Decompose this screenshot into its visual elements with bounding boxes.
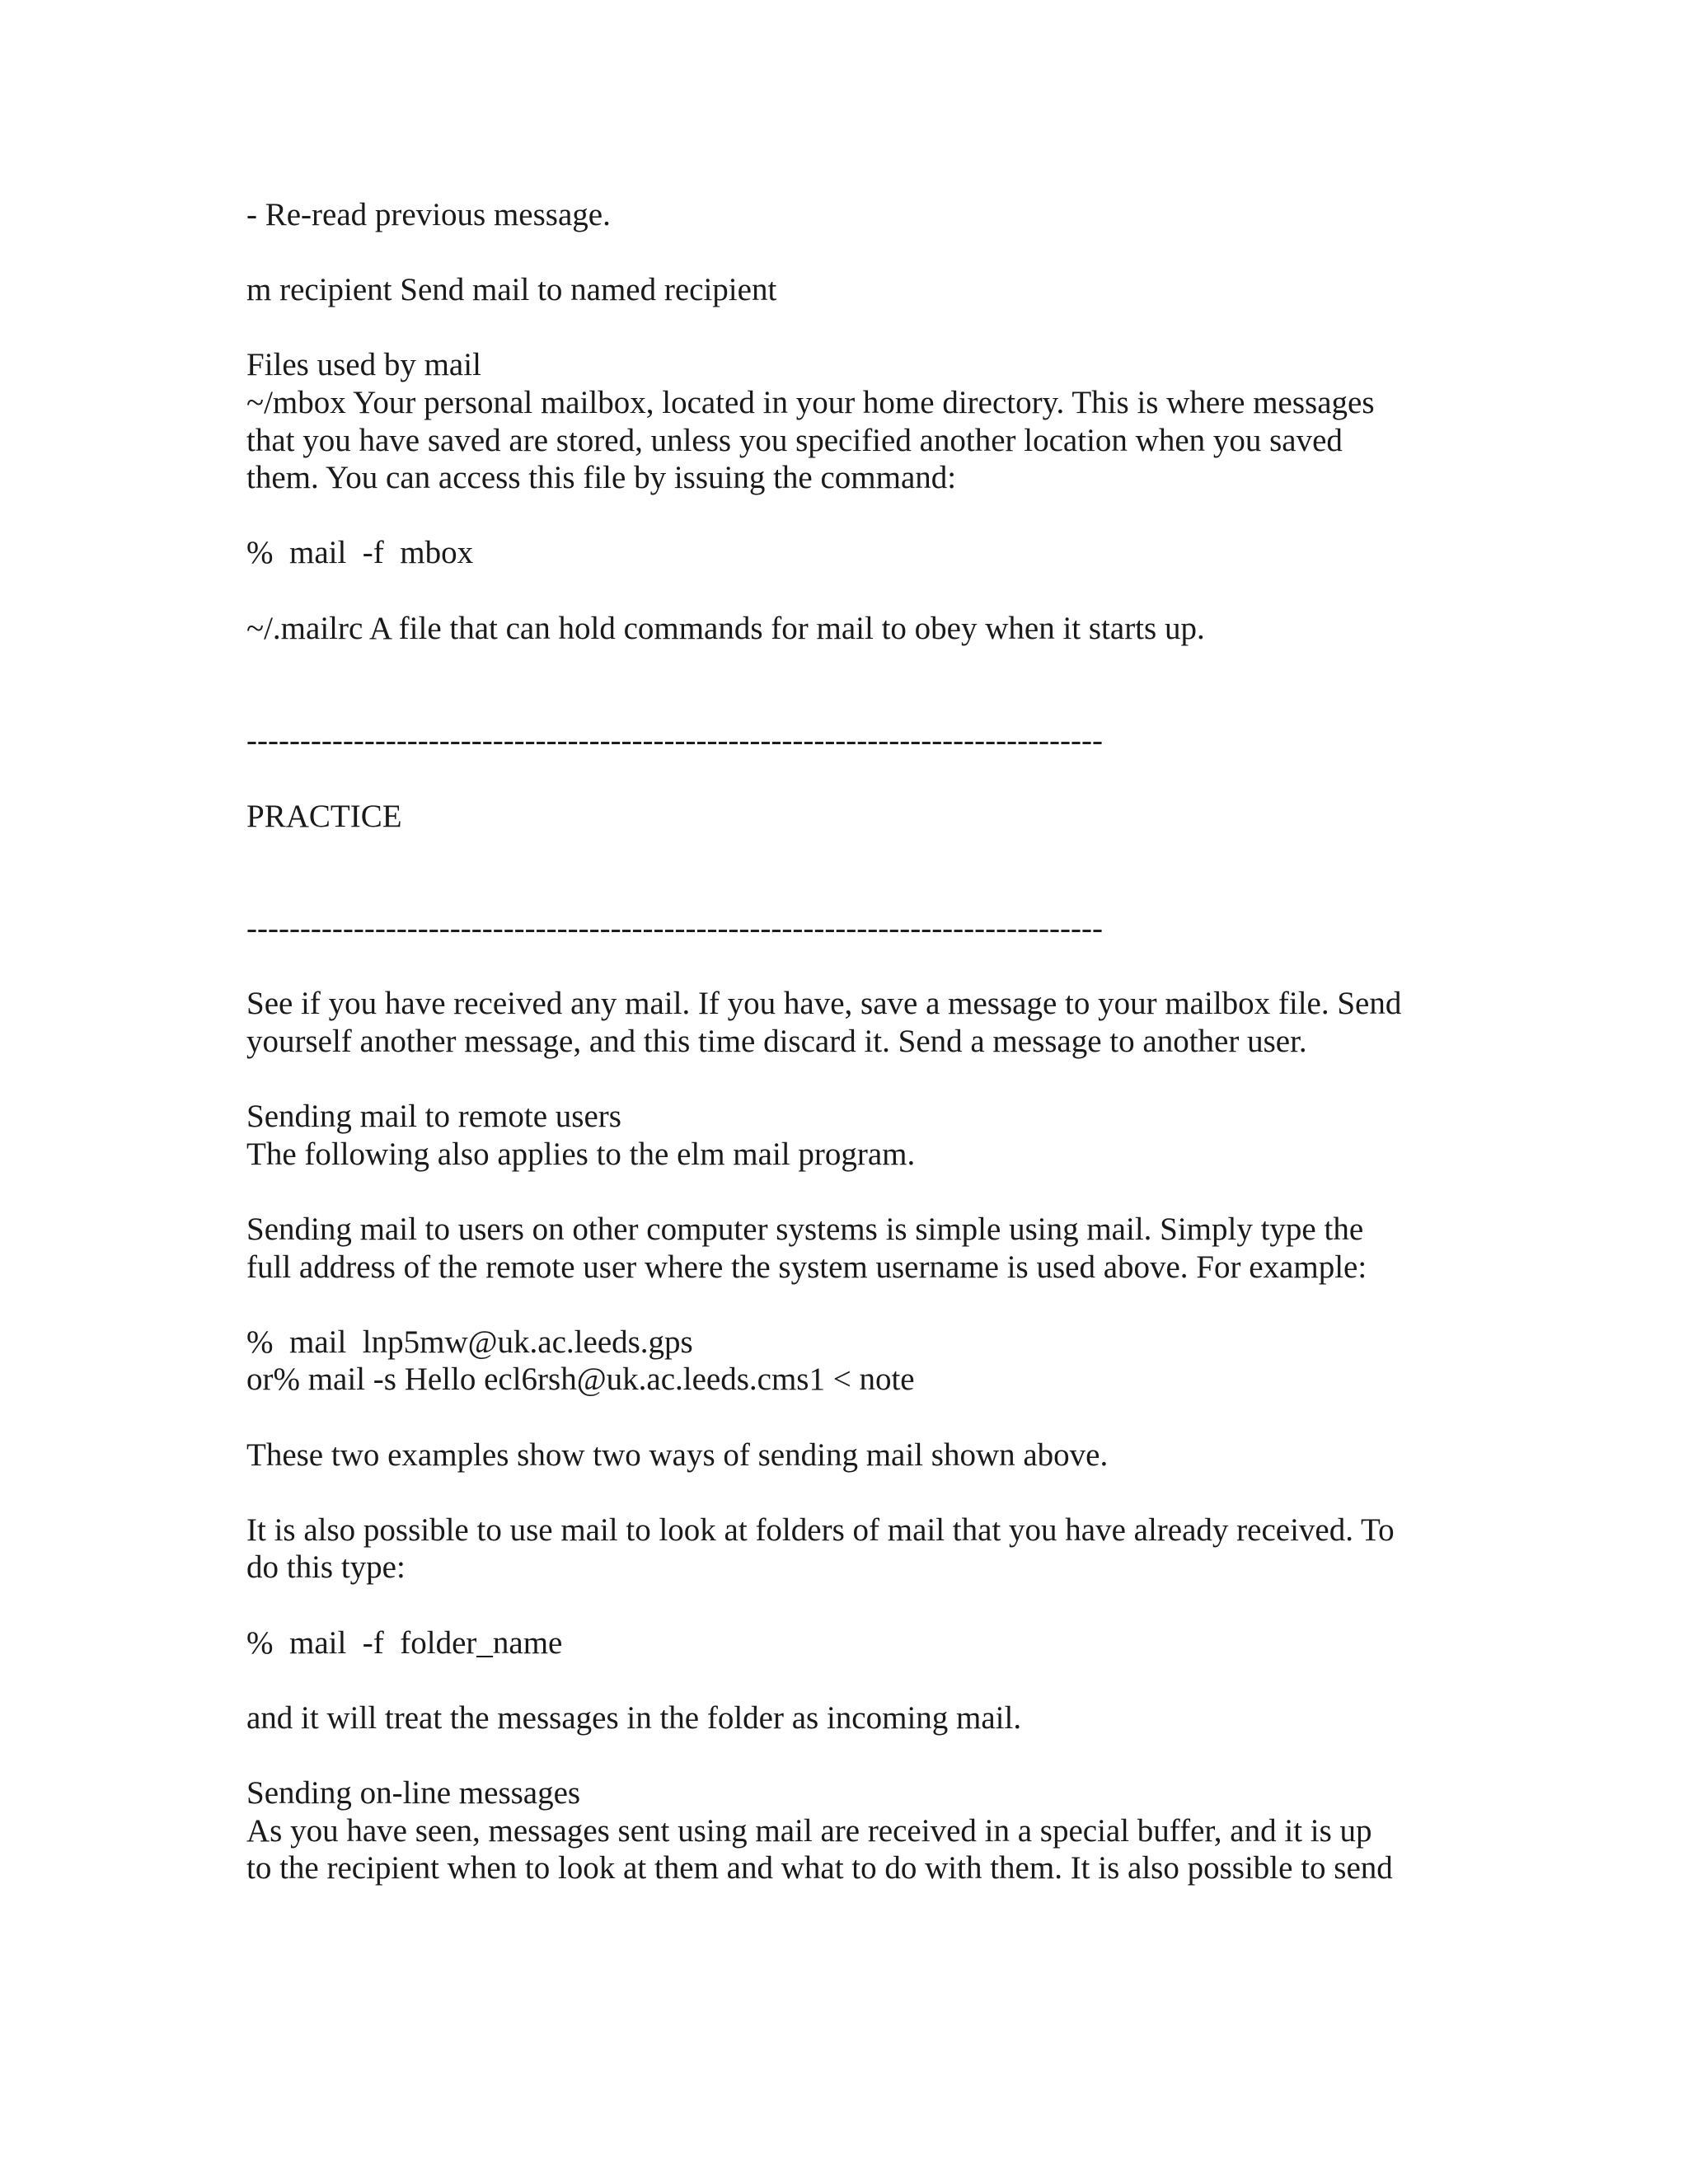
document-body [246,196,1466,1887]
text-line: The following also applies to the elm mail program. [246,1136,916,1172]
command-line: % mail -f mbox [246,535,474,571]
text-line: full address of the remote user where the system username is used above. For example: [246,1249,1367,1285]
text-line: See if you have received any mail. If you have, save a message to your mailbox file. Send [246,986,1402,1022]
text-line: It is also possible to use mail to look at folders of mail that you have already received. To [246,1511,1395,1548]
text-line: ~/.mailrc A file that can hold commands for mail to obey when it starts up. [246,610,1205,646]
section-heading: Files used by mail [246,347,481,383]
text-line: do this type: [246,1549,406,1586]
text-line: Sending mail to users on other computer systems is simple using mail. Simply type the [246,1212,1364,1248]
section-heading: Sending mail to remote users [246,1099,621,1135]
divider-rule: -------------------------------------------------------------------------------- [246,723,1103,759]
text-line: - Re-read previous message. [246,197,611,232]
text-line: As you have seen, messages sent using mail are received in a special buffer, and it is up [246,1812,1372,1849]
command-line: % mail lnp5mw@uk.ac.leeds.gps [246,1324,693,1360]
text-line: to the recipient when to look at them and what to do with them. It is also possible to send [246,1850,1393,1886]
section-title: PRACTICE [246,798,402,834]
command-line: or% mail -s Hello ecl6rsh@uk.ac.leeds.cms1 < note [246,1361,915,1398]
text-line: m recipient Send mail to named recipient [246,272,777,308]
text-line: and it will treat the messages in the folder as incoming mail. [246,1699,1022,1736]
section-heading: Sending on-line messages [246,1774,581,1811]
command-line: % mail -f folder_name [246,1624,563,1661]
text-line: that you have saved are stored, unless you specified another location when you saved [246,422,1343,458]
text-line: ~/mbox Your personal mailbox, located in your home directory. This is where messages [246,384,1375,420]
text-line: yourself another message, and this time discard it. Send a message to another user. [246,1024,1307,1060]
text-line: These two examples show two ways of sending mail shown above. [246,1436,1109,1473]
divider-rule: -------------------------------------------------------------------------------- [246,911,1103,947]
text-line: them. You can access this file by issuing the command: [246,460,957,496]
